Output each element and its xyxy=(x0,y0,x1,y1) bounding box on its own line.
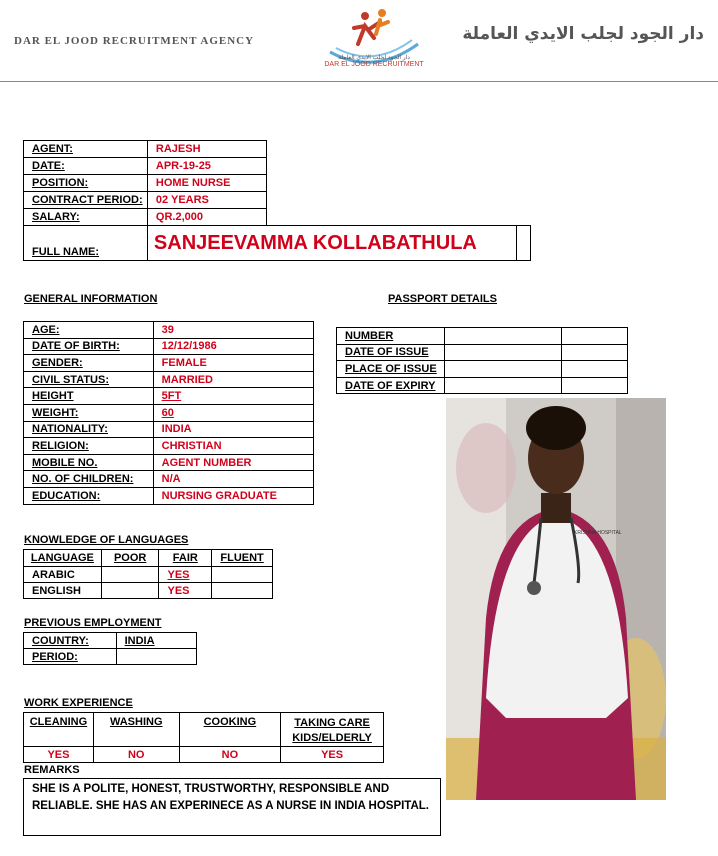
general-info-row xyxy=(24,371,314,388)
agent-label: AGENT: xyxy=(24,141,148,158)
salary-label: SALARY: xyxy=(24,209,148,226)
country-label: COUNTRY: xyxy=(24,633,117,649)
cooking-value: NO xyxy=(179,747,281,763)
company-name-arabic: دار الجود لجلب الايدي العاملة xyxy=(462,24,704,44)
coat-label: KRISHNA HOSPITAL xyxy=(574,530,622,536)
date-value: APR-19-25 xyxy=(147,158,266,175)
lang-header-fluent: FLUENT xyxy=(212,550,273,567)
period-label: PERIOD: xyxy=(24,649,117,665)
general-info-value: INDIA xyxy=(153,421,313,438)
general-info-row xyxy=(24,355,314,372)
general-info-table xyxy=(23,321,314,505)
washing-value: NO xyxy=(93,747,179,763)
general-info-row xyxy=(24,454,314,471)
general-info-row xyxy=(24,404,314,421)
logo-caption-arabic: دار الجود لجلب الايدي العاملة xyxy=(338,55,410,61)
passport-label: PLACE OF ISSUE xyxy=(337,361,445,378)
passport-value-cell xyxy=(444,328,561,345)
general-info-label: DATE OF BIRTH: xyxy=(24,338,154,355)
passport-value-cell xyxy=(444,344,561,361)
cleaning-value: YES xyxy=(24,747,94,763)
general-info-value: CHRISTIAN xyxy=(153,438,313,455)
header-divider xyxy=(0,81,718,82)
care-header-line1: TAKING CARE xyxy=(294,717,370,729)
summary-table xyxy=(23,140,531,261)
passport-row xyxy=(337,361,628,378)
lang-header-poor: POOR xyxy=(101,550,159,567)
applicant-photo xyxy=(446,398,666,800)
general-info-label: WEIGHT: xyxy=(24,404,154,421)
cleaning-header: CLEANING xyxy=(24,713,94,747)
general-info-row xyxy=(24,487,314,504)
lang-fair: YES xyxy=(159,583,212,599)
passport-label: DATE OF ISSUE xyxy=(337,344,445,361)
employment-table xyxy=(23,632,197,665)
general-info-row xyxy=(24,438,314,455)
lang-header-language: LANGUAGE xyxy=(24,550,102,567)
general-info-value: N/A xyxy=(153,471,313,488)
lang-name: ENGLISH xyxy=(24,583,102,599)
general-info-label: NO. OF CHILDREN: xyxy=(24,471,154,488)
lang-header-fair: FAIR xyxy=(159,550,212,567)
agent-value: RAJESH xyxy=(147,141,266,158)
care-header xyxy=(281,713,384,747)
passport-value-cell xyxy=(444,377,561,394)
general-info-row xyxy=(24,338,314,355)
general-info-value: FEMALE xyxy=(153,355,313,372)
passport-row xyxy=(337,328,628,345)
date-label: DATE: xyxy=(24,158,148,175)
general-info-label: MOBILE NO. xyxy=(24,454,154,471)
languages-title: KNOWLEDGE OF LANGUAGES xyxy=(24,534,189,546)
passport-value-cell xyxy=(562,328,628,345)
washing-header: WASHING xyxy=(93,713,179,747)
passport-value-cell xyxy=(562,344,628,361)
agency-logo xyxy=(318,4,430,80)
remarks-title: REMARKS xyxy=(24,764,80,776)
languages-table xyxy=(23,549,273,599)
contract-label: CONTRACT PERIOD: xyxy=(24,192,148,209)
country-value: INDIA xyxy=(116,633,196,649)
cooking-header: COOKING xyxy=(179,713,281,747)
position-label: POSITION: xyxy=(24,175,148,192)
general-info-label: HEIGHT xyxy=(24,388,154,405)
salary-value: QR.2,000 xyxy=(147,209,266,226)
lang-fair: YES xyxy=(159,567,212,583)
logo-caption-english: DAR EL JOOD RECRUITMENT xyxy=(324,61,424,68)
general-info-value: MARRIED xyxy=(153,371,313,388)
lang-fluent xyxy=(212,567,273,583)
lang-name: ARABIC xyxy=(24,567,102,583)
general-info-label: NATIONALITY: xyxy=(24,421,154,438)
general-info-label: EDUCATION: xyxy=(24,487,154,504)
general-info-row xyxy=(24,388,314,405)
general-info-value: NURSING GRADUATE xyxy=(153,487,313,504)
lang-fluent xyxy=(212,583,273,599)
company-name-english: DAR EL JOOD RECRUITMENT AGENCY xyxy=(14,35,255,47)
passport-table xyxy=(336,327,628,394)
general-info-value: 60 xyxy=(153,404,313,421)
passport-value-cell xyxy=(562,361,628,378)
general-info-value: 12/12/1986 xyxy=(153,338,313,355)
general-info-value: 39 xyxy=(153,322,313,339)
contract-value: 02 YEARS xyxy=(147,192,266,209)
general-info-value: 5FT xyxy=(153,388,313,405)
fullname-end-cell xyxy=(517,226,531,261)
passport-label: DATE OF EXPIRY xyxy=(337,377,445,394)
general-info-row xyxy=(24,322,314,339)
passport-row xyxy=(337,377,628,394)
period-value xyxy=(116,649,196,665)
general-info-value: AGENT NUMBER xyxy=(153,454,313,471)
fullname-label: FULL NAME: xyxy=(24,226,148,261)
lang-poor xyxy=(101,583,159,599)
general-info-label: AGE: xyxy=(24,322,154,339)
passport-label: NUMBER xyxy=(337,328,445,345)
passport-details-title: PASSPORT DETAILS xyxy=(388,293,497,305)
general-info-row xyxy=(24,421,314,438)
remarks-text: SHE IS A POLITE, HONEST, TRUSTWORTHY, RESPONSIBLE AND RELIABLE. SHE HAS AN EXPERINECE AS A NURSE IN INDIA HOSPITAL. xyxy=(23,778,441,836)
care-value: YES xyxy=(281,747,384,763)
general-info-row xyxy=(24,471,314,488)
general-info-label: CIVIL STATUS: xyxy=(24,371,154,388)
general-info-label: RELIGION: xyxy=(24,438,154,455)
employment-title: PREVIOUS EMPLOYMENT xyxy=(24,617,162,629)
care-header-line2: KIDS/ELDERLY xyxy=(292,732,372,744)
passport-row xyxy=(337,344,628,361)
passport-value-cell xyxy=(444,361,561,378)
passport-value-cell xyxy=(562,377,628,394)
position-value: HOME NURSE xyxy=(147,175,266,192)
work-experience-table xyxy=(23,712,384,763)
fullname-value: SANJEEVAMMA KOLLABATHULA xyxy=(147,226,516,261)
lang-poor xyxy=(101,567,159,583)
general-info-label: GENDER: xyxy=(24,355,154,372)
work-experience-title: WORK EXPERIENCE xyxy=(24,697,133,709)
general-info-title: GENERAL INFORMATION xyxy=(24,293,158,305)
